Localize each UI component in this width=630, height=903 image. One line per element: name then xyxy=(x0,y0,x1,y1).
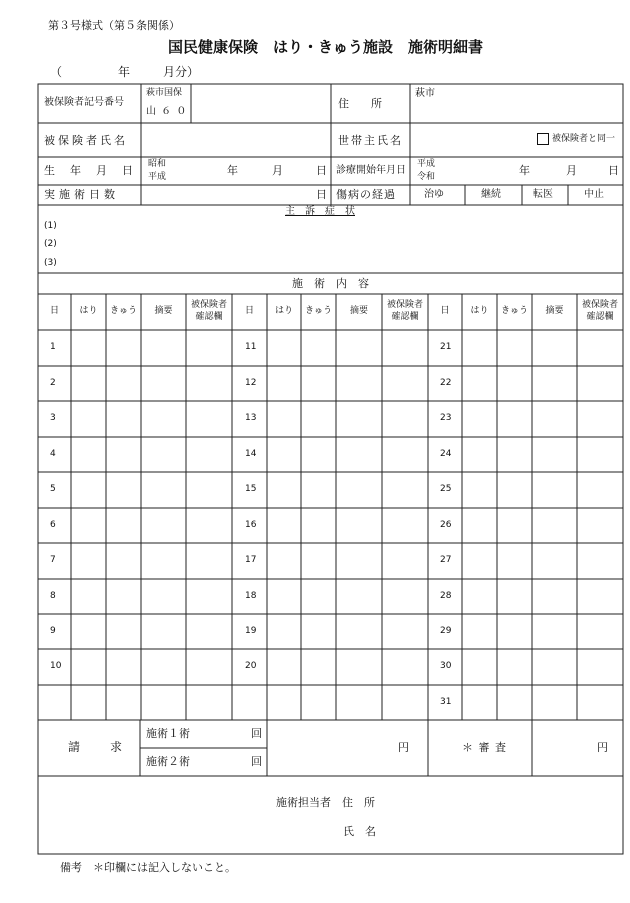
course-stop: 中止 xyxy=(584,189,604,200)
day-number: 21 xyxy=(440,342,452,352)
complaint-item: (1) xyxy=(44,221,57,231)
col-confirm-header: 被保険者 xyxy=(190,300,228,310)
day-number: 15 xyxy=(245,484,257,494)
day-number: 25 xyxy=(440,484,452,494)
period-year: 年 xyxy=(118,65,131,79)
claim-label: 請 求 xyxy=(68,740,125,754)
col-confirm-header-2: 確認欄 xyxy=(391,312,419,322)
day-number: 8 xyxy=(50,591,56,601)
birth-year-unit: 年 xyxy=(227,164,238,177)
day-number: 4 xyxy=(50,449,56,459)
col-confirm-header: 被保険者 xyxy=(581,300,619,310)
day-number: 22 xyxy=(440,378,452,388)
insured-number-label: 被保険者記号番号 xyxy=(44,97,124,108)
period-month: 月分） xyxy=(163,65,200,79)
day-number: 1 xyxy=(50,342,56,352)
col-hari-header: はり xyxy=(274,306,294,316)
period-open: （ xyxy=(50,65,63,79)
col-day-header: 日 xyxy=(440,306,450,316)
complaint-item: (3) xyxy=(44,258,57,268)
treat1-times-unit: 回 xyxy=(251,727,262,740)
course-label: 傷病の経過 xyxy=(336,188,396,201)
review-yen-unit: 円 xyxy=(597,741,608,754)
day-number: 26 xyxy=(440,520,452,530)
treat2-label: 施術２術 xyxy=(146,755,190,768)
day-number: 16 xyxy=(245,520,257,530)
birth-month-unit: 月 xyxy=(272,164,283,177)
day-number: 10 xyxy=(50,661,62,671)
col-day-header: 日 xyxy=(49,306,60,316)
birth-era-showa: 昭和 xyxy=(148,159,167,169)
same-as-insured-label: 被保険者と同一 xyxy=(552,134,616,144)
col-day-header: 日 xyxy=(244,306,255,316)
page-title: 国民健康保険 はり・きゅう施設 施術明細書 xyxy=(168,38,484,56)
treat-days-unit: 日 xyxy=(316,188,327,201)
day-number: 23 xyxy=(440,413,452,423)
day-number: 7 xyxy=(50,555,56,565)
treat-days-label: 実施術日数 xyxy=(44,188,119,201)
content-title: 施 術 内 容 xyxy=(292,277,369,290)
complaint-item: (2) xyxy=(44,239,57,249)
practitioner-name-label: 氏 名 xyxy=(343,825,376,838)
day-number: 17 xyxy=(245,555,257,565)
day-number: 30 xyxy=(440,661,452,671)
practitioner-address-label: 施術担当者 住 所 xyxy=(276,796,375,809)
col-kyu-header: きゅう xyxy=(109,306,138,316)
start-era-heisei: 平成 xyxy=(417,159,436,169)
start-era-reiwa: 令和 xyxy=(417,172,436,182)
col-summary-header: 摘要 xyxy=(349,306,369,316)
insured-name-label: 被保険者氏名 xyxy=(44,134,128,147)
head-name-label: 世帯主氏名 xyxy=(338,134,403,147)
day-number: 19 xyxy=(245,626,257,636)
day-number: 28 xyxy=(440,591,452,601)
col-summary-header: 摘要 xyxy=(545,306,564,316)
form-number: 第３号様式（第５条関係） xyxy=(48,19,180,32)
course-transfer: 転医 xyxy=(533,189,553,200)
address-value: 萩市 xyxy=(415,88,435,99)
birth-era-heisei: 平成 xyxy=(148,172,167,182)
col-kyu-header: きゅう xyxy=(500,306,529,316)
day-number: 29 xyxy=(440,626,452,636)
day-number: 20 xyxy=(245,661,257,671)
day-number: 5 xyxy=(50,484,56,494)
start-day-unit: 日 xyxy=(608,164,619,177)
col-confirm-header-2: 確認欄 xyxy=(195,312,223,322)
day-number: 12 xyxy=(245,378,257,388)
day-number: 3 xyxy=(50,413,56,423)
day-number: 24 xyxy=(440,449,452,459)
col-summary-header: 摘要 xyxy=(154,306,173,316)
day-number: 6 xyxy=(50,520,56,530)
day-number: 2 xyxy=(50,378,56,388)
same-as-insured-checkbox[interactable] xyxy=(537,133,549,145)
address-label: 住 所 xyxy=(338,97,382,110)
col-hari-header: はり xyxy=(79,306,98,316)
day-number: 18 xyxy=(245,591,257,601)
start-month-unit: 月 xyxy=(566,164,577,177)
col-confirm-header: 被保険者 xyxy=(386,300,424,310)
day-number: 13 xyxy=(245,413,257,423)
day-number: 11 xyxy=(245,342,257,352)
treat2-times-unit: 回 xyxy=(251,755,262,768)
birth-label: 生 年 月 日 xyxy=(44,164,135,177)
day-number: 27 xyxy=(440,555,452,565)
review-label: ＊ 審 査 xyxy=(462,741,507,754)
col-hari-header: はり xyxy=(470,306,489,316)
day-number: 14 xyxy=(245,449,257,459)
col-kyu-header: きゅう xyxy=(304,306,333,316)
insured-number-line2: 山 ６ ０ xyxy=(146,106,188,117)
day-number: 9 xyxy=(50,626,56,636)
start-date-label: 診療開始年月日 xyxy=(336,165,406,176)
course-continue: 継続 xyxy=(481,189,501,200)
claim-yen-unit: 円 xyxy=(398,741,409,754)
insured-number-line1: 萩市国保 xyxy=(146,88,183,98)
course-healed: 治ゆ xyxy=(424,189,444,200)
start-year-unit: 年 xyxy=(519,164,530,177)
complaint-title: 主 訴 症 状 xyxy=(285,206,355,217)
footer-note: 備考 ＊印欄には記入しないこと。 xyxy=(60,861,236,874)
col-confirm-header-2: 確認欄 xyxy=(586,312,614,322)
treat1-label: 施術１術 xyxy=(146,727,190,740)
day-number: 31 xyxy=(440,697,452,707)
birth-day-unit: 日 xyxy=(316,164,327,177)
